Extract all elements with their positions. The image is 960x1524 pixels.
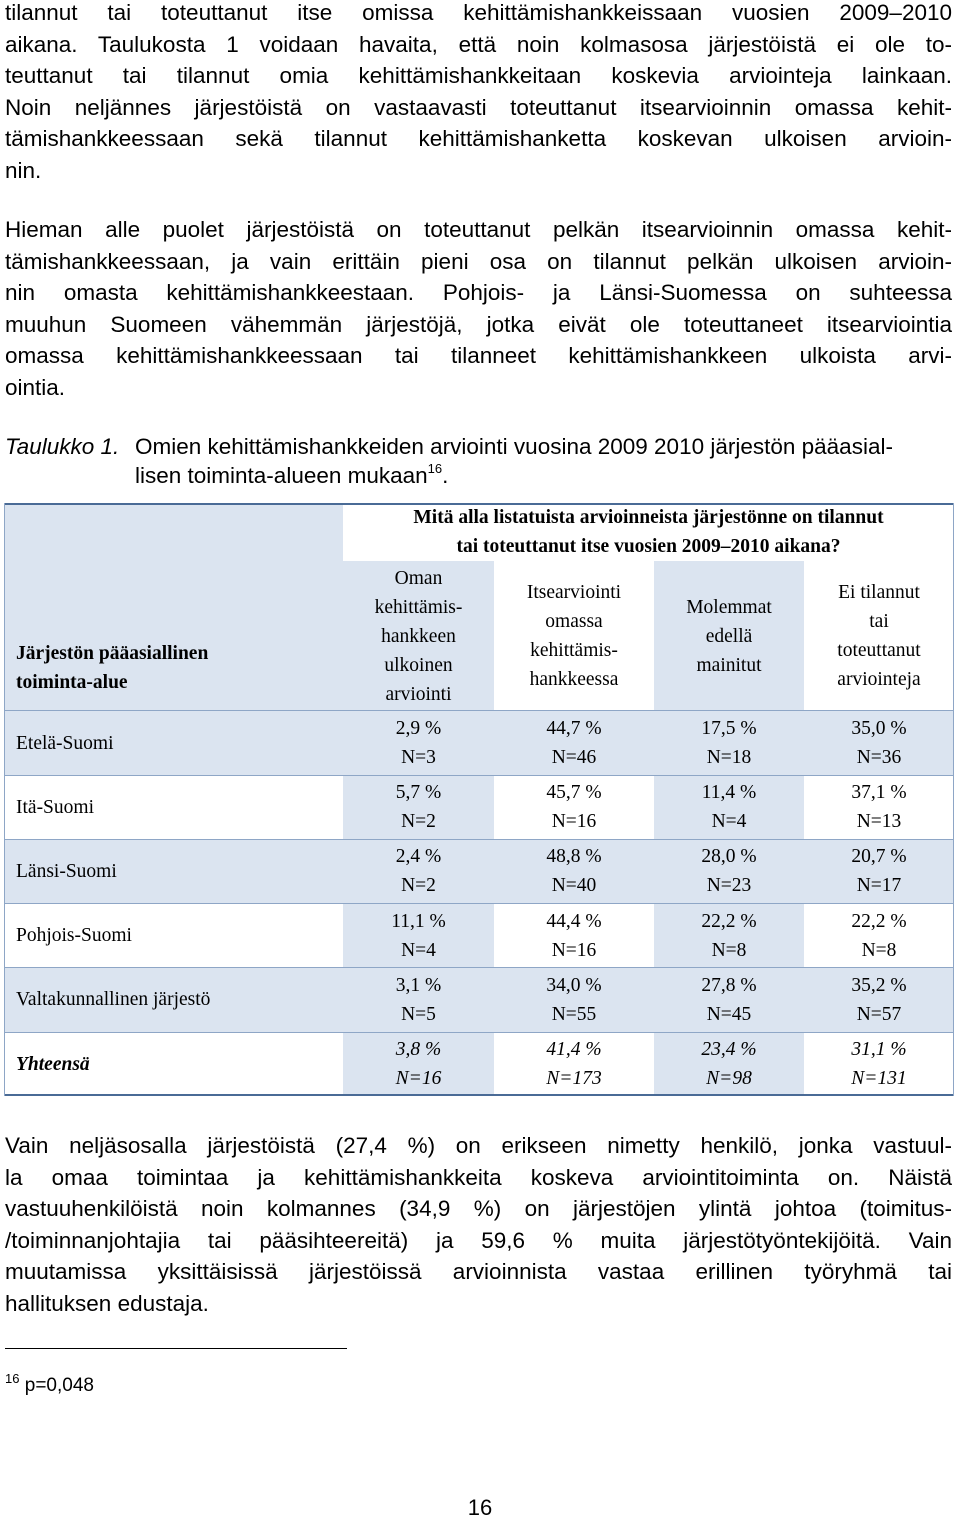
- question-line: Mitä alla listatuista arvioinneista järjestönne on tilannut: [413, 507, 884, 528]
- table-cell-value: N=16: [551, 939, 597, 961]
- table-cell: [654, 904, 804, 968]
- table-cell-value: 44,4 %: [546, 910, 602, 932]
- table-border: [953, 503, 954, 1096]
- text-line: Vain neljäsosalla järjestöistä (27,4 %) on erikseen nimetty henkilö, jonka vastuul-: [5, 1133, 952, 1158]
- column-header-line: arviointi: [385, 683, 452, 705]
- table-cell-value: N=8: [861, 939, 897, 961]
- table-cell-value: N=17: [856, 875, 902, 897]
- text-line: nin.: [5, 157, 42, 183]
- paragraph-1: [5, 0, 952, 186]
- table-cell-value: N=4: [401, 939, 436, 961]
- footnote-number: 16: [5, 1371, 20, 1386]
- table-cell: [343, 839, 494, 903]
- table-rule: [4, 503, 954, 505]
- caption-line-text: lisen toiminta-alueen mukaan: [135, 463, 428, 488]
- text-line: omassa kehittämishankkeessaan tai tilanneet kehittämishankkeen ulkoista arvi-: [5, 343, 952, 368]
- table-cell-value: 3,1 %: [395, 974, 442, 996]
- table-rule: [4, 903, 954, 904]
- row-label: [4, 968, 343, 1032]
- table-cell-value: 5,7 %: [395, 782, 442, 804]
- table-cell-value: 11,4 %: [701, 782, 757, 804]
- column-header-line: toteuttanut: [837, 640, 921, 661]
- caption-label: Taulukko 1.: [5, 434, 120, 459]
- table-cell-value: 37,1 %: [851, 782, 907, 804]
- column-header: [343, 561, 494, 711]
- paragraph-2: [5, 214, 952, 403]
- table-cell-value: N=57: [856, 1003, 902, 1025]
- table-cell: [343, 1032, 494, 1096]
- table-cell-value: 34,0 %: [546, 974, 602, 996]
- row-label: [4, 839, 343, 903]
- table-rule: [4, 839, 954, 840]
- row-label-text: Länsi-Suomi: [16, 860, 117, 882]
- row-label: [4, 711, 343, 775]
- column-header-line: tai: [869, 611, 889, 632]
- table-rule: [4, 710, 954, 711]
- text-line: tilannut tai toteuttanut itse omissa kehittämishankkeissaan vuosien 2009–2010: [5, 0, 952, 25]
- row-label: [4, 775, 343, 839]
- footnote-rule: [5, 1348, 347, 1349]
- footnote-text: p=0,048: [24, 1375, 94, 1396]
- table-cell-value: N=16: [395, 1068, 442, 1090]
- table-cell-value: N=18: [706, 747, 752, 769]
- table-cell-value: N=2: [401, 811, 436, 833]
- caption-line: [135, 461, 952, 490]
- column-header-line: Ei tilannut: [838, 582, 920, 603]
- row-header-line: Järjestön pääasiallinen: [16, 643, 209, 664]
- table-cell-value: N=2: [401, 875, 436, 897]
- footnote: [5, 1371, 94, 1397]
- column-header-line: hankkeen: [381, 625, 456, 647]
- table-cell-value: 3,8 %: [395, 1039, 442, 1061]
- column-header-line: Oman: [394, 567, 443, 589]
- text-line: muutamissa yksittäisissä järjestöissä arvioinnista vastaa erillinen työryhmä tai: [5, 1259, 952, 1284]
- table-rule: [4, 1032, 954, 1033]
- row-label: [4, 904, 343, 968]
- column-header-line: ulkoinen: [384, 654, 453, 676]
- table-cell: [494, 775, 654, 839]
- table-cell: [343, 968, 494, 1032]
- table-cell: [494, 1032, 654, 1096]
- row-label-text: Itä-Suomi: [16, 796, 94, 818]
- question-line: tai toteuttanut itse vuosien 2009–2010 aikana?: [456, 536, 841, 557]
- caption-end: .: [442, 463, 449, 488]
- column-header-line: edellä: [705, 625, 753, 647]
- text-line: tämishankkeessaan sekä tilannut kehittämishanketta koskevan ulkoisen arvioin-: [5, 126, 952, 151]
- table-cell-value: N=173: [546, 1068, 602, 1090]
- paragraph-3: [5, 1130, 952, 1319]
- row-label-text: Valtakunnallinen järjestö: [16, 989, 211, 1011]
- table-cell-value: 20,7 %: [851, 846, 907, 868]
- question-header: [343, 503, 954, 561]
- table-rule: [4, 775, 954, 776]
- table-cell-value: 31,1 %: [851, 1039, 907, 1061]
- table-cell-value: 11,1 %: [391, 910, 446, 932]
- table-cell-value: 35,2 %: [851, 974, 907, 996]
- table-cell-value: N=36: [856, 747, 902, 769]
- text-line: muuhun Suomeen vähemmän järjestöjä, jotka eivät ole toteuttaneet itsearviointia: [5, 311, 952, 337]
- caption-text: [135, 432, 952, 490]
- column-header-line: kehittämis-: [374, 596, 463, 618]
- table-cell-value: 35,0 %: [851, 718, 907, 740]
- table-cell-value: 22,2 %: [851, 910, 907, 932]
- table-cell-value: N=4: [711, 811, 747, 833]
- column-header: [494, 561, 654, 711]
- text-line: Hieman alle puolet järjestöistä on toteuttanut pelkän itsearvioinnin omassa kehit-: [5, 217, 952, 242]
- column-header: [804, 561, 954, 711]
- table-rule: [4, 967, 954, 968]
- page-number: 16: [467, 1495, 493, 1520]
- table-cell-value: N=13: [856, 811, 902, 833]
- table-cell-value: 23,4 %: [701, 1039, 757, 1061]
- table-cell: [654, 968, 804, 1032]
- text-line: teuttanut tai tilannut omia kehittämishankkeitaan koskevia arviointeja lainkaan.: [5, 63, 952, 88]
- table-cell: [804, 711, 954, 775]
- row-label-text: Etelä-Suomi: [16, 732, 114, 754]
- table-cell: [654, 775, 804, 839]
- caption-line: Omien kehittämishankkeiden arviointi vuosina 2009 2010 järjestön pääasial-: [135, 434, 893, 459]
- table-cell: [494, 968, 654, 1032]
- table-cell-value: 17,5 %: [701, 718, 757, 740]
- text-line: /toiminnanjohtajia tai pääsihteereitä) ja 59,6 % muita järjestötyöntekijöitä. Vain: [5, 1227, 952, 1253]
- row-header-line: toiminta-alue: [16, 672, 128, 693]
- footnote-ref[interactable]: 16: [427, 461, 443, 476]
- table-cell: [343, 775, 494, 839]
- table-border: [4, 503, 5, 1096]
- table-cell: [343, 904, 494, 968]
- column-header-line: arviointeja: [837, 669, 921, 690]
- table-cell-value: N=45: [706, 1003, 752, 1025]
- table-cell: [494, 711, 654, 775]
- table-cell-value: N=98: [706, 1068, 752, 1090]
- table-cell-value: N=40: [551, 875, 597, 897]
- table-cell: [804, 968, 954, 1032]
- text-line: aikana. Taulukosta 1 voidaan havaita, että noin kolmasosa järjestöistä ei ole to-: [5, 31, 952, 57]
- table-cell: [343, 711, 494, 775]
- table-cell: [494, 904, 654, 968]
- row-label-text: Yhteensä: [16, 1053, 90, 1075]
- table-cell: [654, 1032, 804, 1096]
- table-cell-value: N=8: [711, 939, 747, 961]
- text-line: hallituksen edustaja.: [5, 1290, 209, 1316]
- column-header-line: hankkeessa: [529, 669, 619, 690]
- table-cell: [804, 1032, 954, 1096]
- column-header-line: Molemmat: [686, 596, 772, 618]
- table-cell: [804, 839, 954, 903]
- text-line: tämishankkeessaan, ja vain erittäin pieni osa on tilannut pelkän ulkoisen arvioin-: [5, 248, 952, 274]
- column-header-line: Itsearviointi: [526, 582, 622, 603]
- table-cell-value: 41,4 %: [546, 1039, 602, 1061]
- table-cell-value: 2,4 %: [395, 846, 442, 868]
- table-cell: [804, 904, 954, 968]
- table-cell-value: 48,8 %: [546, 846, 602, 868]
- text-line: vastuuhenkilöistä noin kolmannes (34,9 %) on järjestöjen ylintä johtoa (toimitus-: [5, 1196, 952, 1221]
- data-table: [4, 503, 954, 1096]
- table-cell-value: N=23: [706, 875, 752, 897]
- table-cell-value: N=46: [551, 747, 597, 769]
- table-cell: [654, 711, 804, 775]
- table-cell-value: 2,9 %: [395, 718, 442, 740]
- table-cell-value: 22,2 %: [701, 910, 757, 932]
- text-line: nin omasta kehittämishankkeestaan. Pohjois- ja Länsi-Suomessa on suhteessa: [5, 280, 952, 305]
- table-cell-value: N=3: [401, 747, 436, 769]
- table-cell-value: N=131: [851, 1068, 907, 1090]
- table-cell-value: 44,7 %: [546, 718, 602, 740]
- table-cell: [654, 839, 804, 903]
- table-cell-value: 27,8 %: [701, 974, 757, 996]
- column-header: [654, 561, 804, 711]
- text-line: ointia.: [5, 374, 66, 400]
- table-cell: [804, 775, 954, 839]
- table-cell-value: N=55: [551, 1003, 597, 1025]
- table-cell-value: 28,0 %: [701, 846, 757, 868]
- table-rule: [4, 1094, 954, 1096]
- row-label-text: Pohjois-Suomi: [16, 925, 132, 947]
- row-header-cell: [4, 503, 343, 711]
- column-header-line: omassa: [545, 611, 603, 632]
- column-header-line: mainitut: [696, 654, 762, 676]
- table-cell-value: N=5: [401, 1003, 436, 1025]
- text-line: la omaa toimintaa ja kehittämishankkeita koskeva arviointitoiminta on. Näistä: [5, 1164, 952, 1190]
- table-cell: [494, 839, 654, 903]
- column-header-line: kehittämis-: [530, 640, 618, 661]
- table-cell-value: N=16: [551, 811, 597, 833]
- row-label: [4, 1032, 343, 1096]
- text-line: Noin neljännes järjestöistä on vastaavasti toteuttanut itsearvioinnin omassa kehit-: [5, 94, 952, 120]
- table-cell-value: 45,7 %: [546, 782, 602, 804]
